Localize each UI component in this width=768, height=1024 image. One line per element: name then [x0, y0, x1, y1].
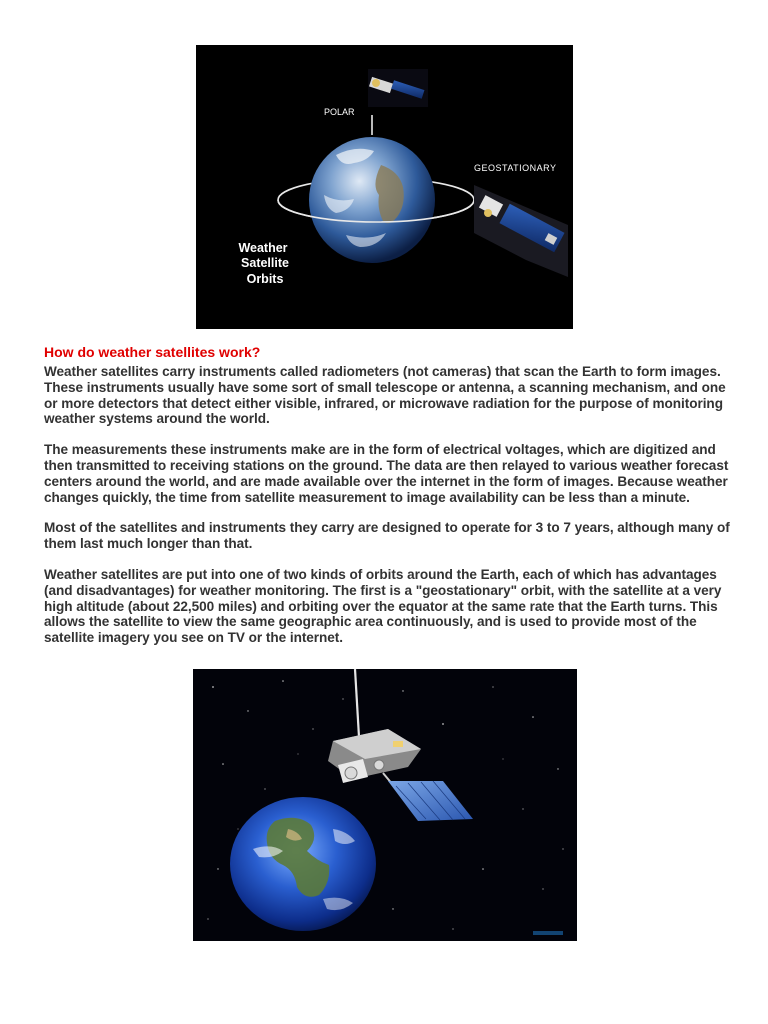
polar-satellite-icon [368, 69, 428, 107]
geostationary-satellite-photo [193, 669, 577, 941]
article-heading: How do weather satellites work? [44, 344, 261, 360]
caption-line-3: Orbits [246, 272, 284, 286]
satellite-orbits-figure [196, 45, 573, 329]
satellite-earth-illustration [193, 669, 577, 941]
caption-line-1: Weather [238, 241, 288, 255]
earth-globe-2 [230, 797, 376, 931]
caption-line-2: Satellite [241, 256, 289, 270]
orbits-illustration [196, 45, 573, 329]
paragraph-3: Most of the satellites and instruments they carry are designed to operate for 3 to 7 years, although many of them last much longer than that. [44, 520, 730, 552]
paragraph-1: Weather satellites carry instruments called radiometers (not cameras) that scan the Earth to form images. These instruments usually have some sort of small telescope or antenna, a scanning mechanism, and one or more detectors that detect either visible, infrared, or microwave radiation for the purpose of monitoring weather systems around the world. [44, 364, 726, 427]
paragraph-2: The measurements these instruments make are in the form of electrical voltages, which are digitized and then transmitted to receiving stations on the ground. The data are then relayed to various weather forecast centers around the world, and are made available over the internet in the form of images. Because weather changes quickly, the time from satellite measurement to image availability can be less than a minute. [44, 442, 729, 505]
watermark-mark [533, 931, 563, 935]
geostationary-label: GEOSTATIONARY [474, 163, 557, 173]
paragraph-4: Weather satellites are put into one of two kinds of orbits around the Earth, each of which has advantages (and disadvantages) for weather monitoring. The first is a "geostationary" orbit, with the satellite at a very high altitude (about 22,500 miles) and orbiting over the equator at the same rate that the Earth turns. This allows the satellite to view the same geographic area continuously, and is used to provide most of the satellite imagery you see on TV or the internet. [44, 566, 722, 646]
polar-label: POLAR [324, 107, 355, 117]
article-body [44, 344, 734, 661]
